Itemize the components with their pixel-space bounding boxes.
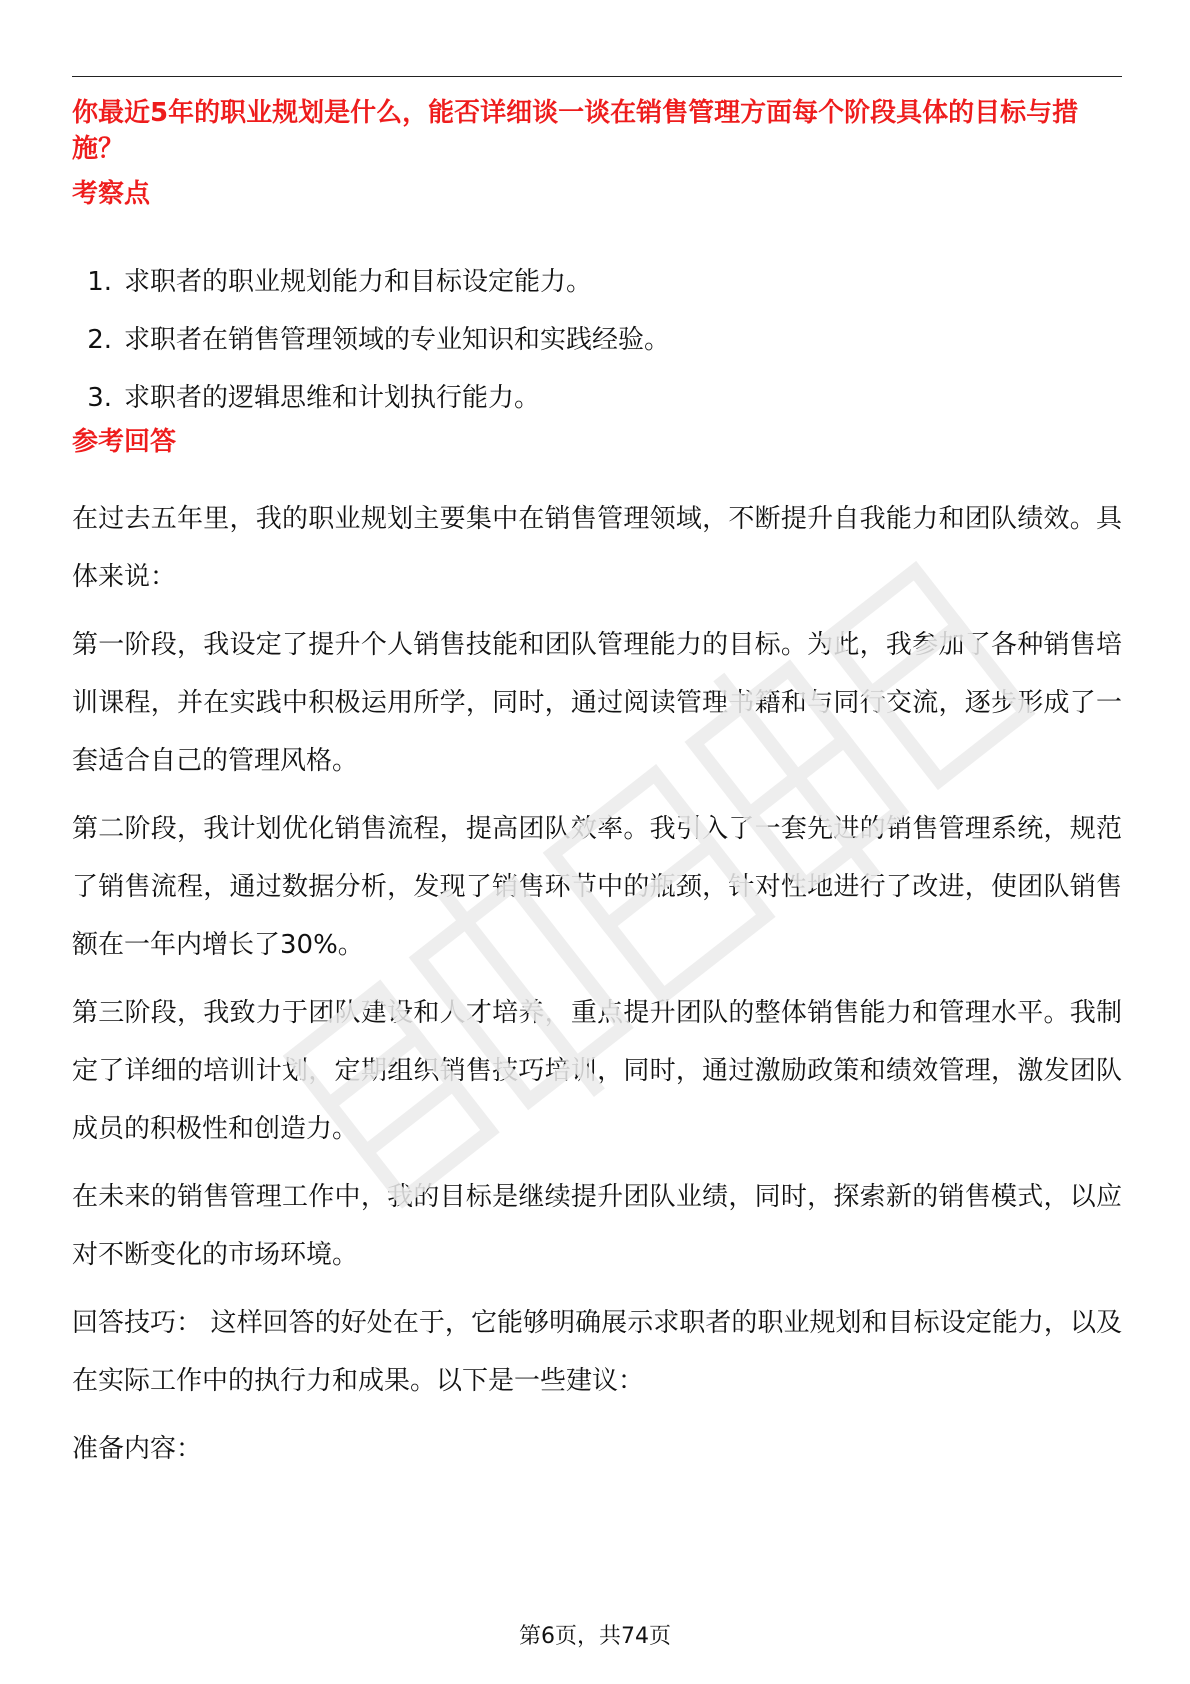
top-rule [72, 76, 1122, 77]
checkpoints-list [72, 264, 1122, 438]
checkpoints-title: 考察点 [72, 179, 151, 209]
list-item [72, 322, 1122, 358]
list-text: 求职者的逻辑思维和计划执行能力。 [124, 383, 541, 413]
list-item [72, 264, 1122, 300]
stage-two-paragraph: 第二阶段，我计划优化销售流程，提高团队效率。我引入了一套先进的销售管理系统，规范了销售流程，通过数据分析，发现了销售环节中的瓶颈，针对性地进行了改进，使团队销售额在一年内增长了30%。 [72, 814, 1122, 960]
answer-title: 参考回答 [72, 427, 177, 457]
list-text: 求职者的职业规划能力和目标设定能力。 [124, 267, 593, 297]
question-heading: 你最近5年的职业规划是什么，能否详细谈一谈在销售管理方面每个阶段具体的目标与措施？ [72, 98, 1079, 164]
prepare-content-paragraph: 准备内容： [72, 1434, 203, 1464]
list-number: 2. [87, 325, 112, 355]
list-number: 1. [87, 267, 112, 297]
answer-intro-paragraph: 在过去五年里，我的职业规划主要集中在销售管理领域，不断提升自我能力和团队绩效。具体来说： [72, 504, 1122, 592]
list-number: 3. [87, 383, 112, 413]
list-text: 求职者在销售管理领域的专业知识和实践经验。 [124, 325, 671, 355]
future-goal-paragraph: 在未来的销售管理工作中，我的目标是继续提升团队业绩，同时，探索新的销售模式，以应对不断变化的市场环境。 [72, 1182, 1122, 1270]
stage-three-paragraph: 第三阶段，我致力于团队建设和人才培养，重点提升团队的整体销售能力和管理水平。我制定了详细的培训计划，定期组织销售技巧培训，同时，通过激励政策和绩效管理，激发团队成员的积极性和创造力。 [72, 998, 1122, 1144]
page-footer: 第6页，共74页 [519, 1624, 671, 1649]
list-item [72, 380, 1122, 416]
stage-one-paragraph: 第一阶段，我设定了提升个人销售技能和团队管理能力的目标。为此，我参加了各种销售培训课程，并在实践中积极运用所学，同时，通过阅读管理书籍和与同行交流，逐步形成了一套适合自己的管理风格。 [72, 630, 1122, 776]
answer-tips-paragraph: 回答技巧： 这样回答的好处在于，它能够明确展示求职者的职业规划和目标设定能力，以及在实际工作中的执行力和成果。以下是一些建议： [72, 1308, 1122, 1396]
